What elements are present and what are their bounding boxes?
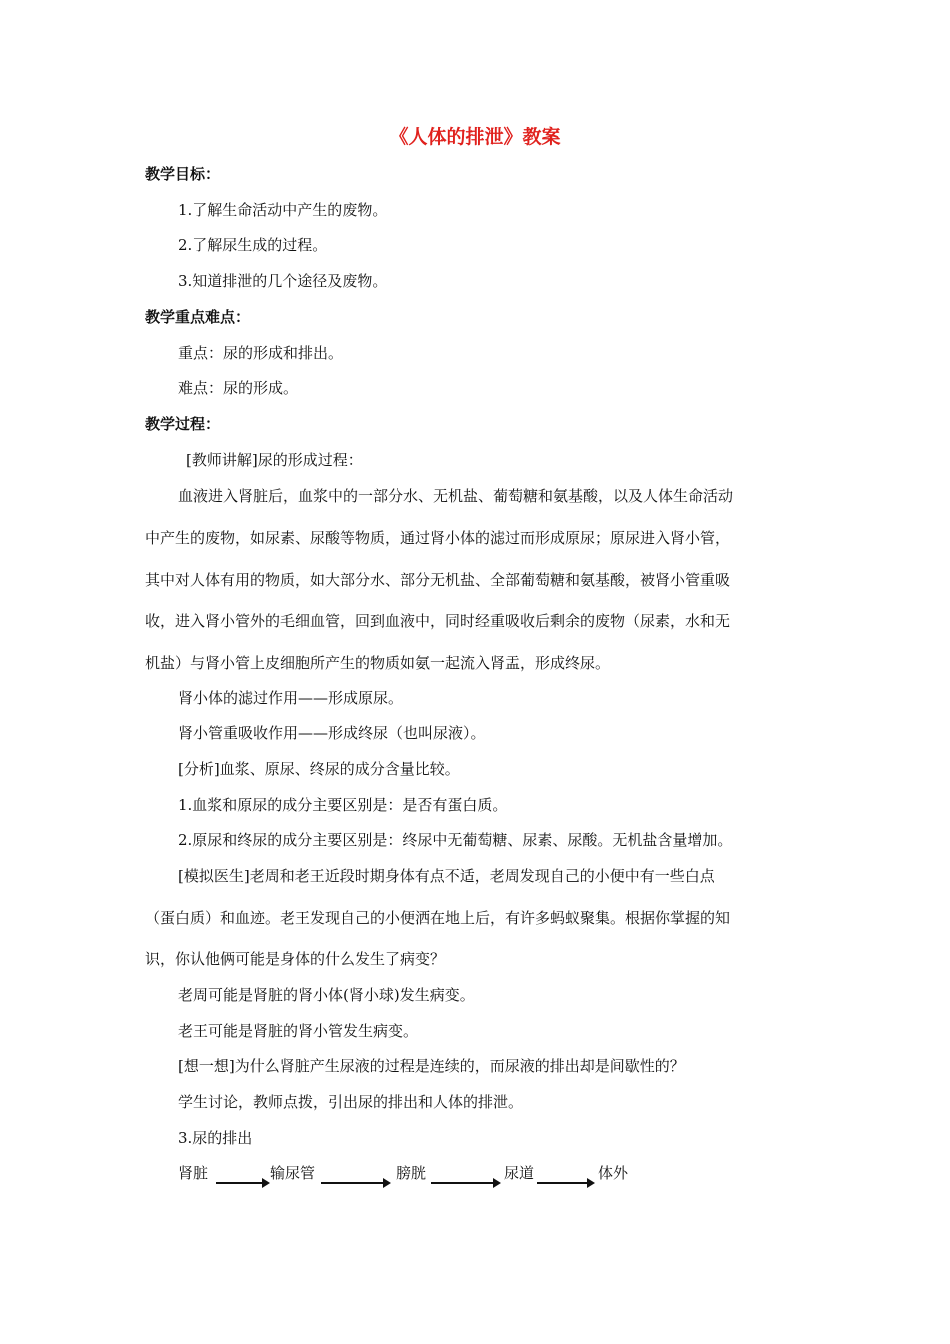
flow-arrow (216, 1182, 268, 1184)
diff-item: 2.原尿和终尿的成分主要区别是：终尿中无葡萄糖、尿素、尿酸。无机盐含量增加。 (178, 831, 733, 849)
flow-node: 尿道 (504, 1164, 535, 1182)
flow-arrow (537, 1182, 593, 1184)
flow-arrow (321, 1182, 389, 1184)
key-heading: 教学重点难点： (145, 308, 251, 326)
goals-heading: 教学目标： (145, 165, 221, 183)
goal-item: 3.知道排泄的几个途径及废物。 (178, 272, 388, 290)
paragraph-line: 中产生的废物，如尿素、尿酸等物质，通过肾小体的滤过而形成原尿；原尿进入肾小管， (145, 529, 731, 547)
flow-node: 膀胱 (396, 1164, 427, 1182)
doctor-line: （蛋白质）和血迹。老王发现自己的小便洒在地上后，有许多蚂蚁聚集。根据你掌握的知 (145, 909, 731, 927)
paragraph-line: 血液进入肾脏后，血浆中的一部分水、无机盐、葡萄糖和氨基酸，以及人体生命活动 (178, 487, 734, 505)
analysis-line: [分析]血浆、原尿、终尿的成分含量比较。 (178, 760, 460, 778)
doctor-line: [模拟医生]老周和老王近段时期身体有点不适，老周发现自己的小便中有一些白点 (178, 867, 715, 885)
diff-item: 1.血浆和原尿的成分主要区别是：是否有蛋白质。 (178, 796, 508, 814)
flow-node: 输尿管 (270, 1164, 316, 1182)
flow-arrow (431, 1182, 499, 1184)
excretion-flow (178, 1163, 878, 1191)
zhou-line: 老周可能是肾脏的肾小体(肾小球)发生病变。 (178, 986, 475, 1004)
flow-node: 肾脏 (178, 1164, 209, 1182)
think-line: [想一想]为什么肾脏产生尿液的过程是连续的，而尿液的排出却是间歇性的？ (178, 1057, 685, 1075)
process-heading: 教学过程： (145, 415, 221, 433)
difficult-point: 难点：尿的形成。 (178, 379, 299, 397)
paragraph-line: 收，进入肾小管外的毛细血管，回到血液中，同时经重吸收后剩余的废物（尿素，水和无 (145, 612, 731, 630)
wang-line: 老王可能是肾脏的肾小管发生病变。 (178, 1022, 419, 1040)
paragraph-line: 其中对人体有用的物质，如大部分水、部分无机盐、全部葡萄糖和氨基酸，被肾小管重吸 (145, 571, 731, 589)
goal-item: 2.了解尿生成的过程。 (178, 236, 328, 254)
flow-node: 体外 (598, 1164, 629, 1182)
key-point: 重点：尿的形成和排出。 (178, 344, 344, 362)
explain-heading: [教师讲解]尿的形成过程： (186, 451, 363, 469)
reabsorb-line: 肾小管重吸收作用——形成终尿（也叫尿液）。 (178, 724, 486, 742)
excretion-heading: 3.尿的排出 (178, 1129, 253, 1147)
goal-item: 1.了解生命活动中产生的废物。 (178, 201, 388, 219)
document-title: 《人体的排泄》教案 (389, 126, 561, 148)
paragraph-line: 机盐）与肾小管上皮细胞所产生的物质如氨一起流入肾盂，形成终尿。 (145, 654, 611, 672)
discuss-line: 学生讨论，教师点拨，引出尿的排出和人体的排泄。 (178, 1093, 524, 1111)
filter-line: 肾小体的滤过作用——形成原尿。 (178, 689, 404, 707)
doctor-line: 识，你认他俩可能是身体的什么发生了病变？ (145, 950, 446, 968)
